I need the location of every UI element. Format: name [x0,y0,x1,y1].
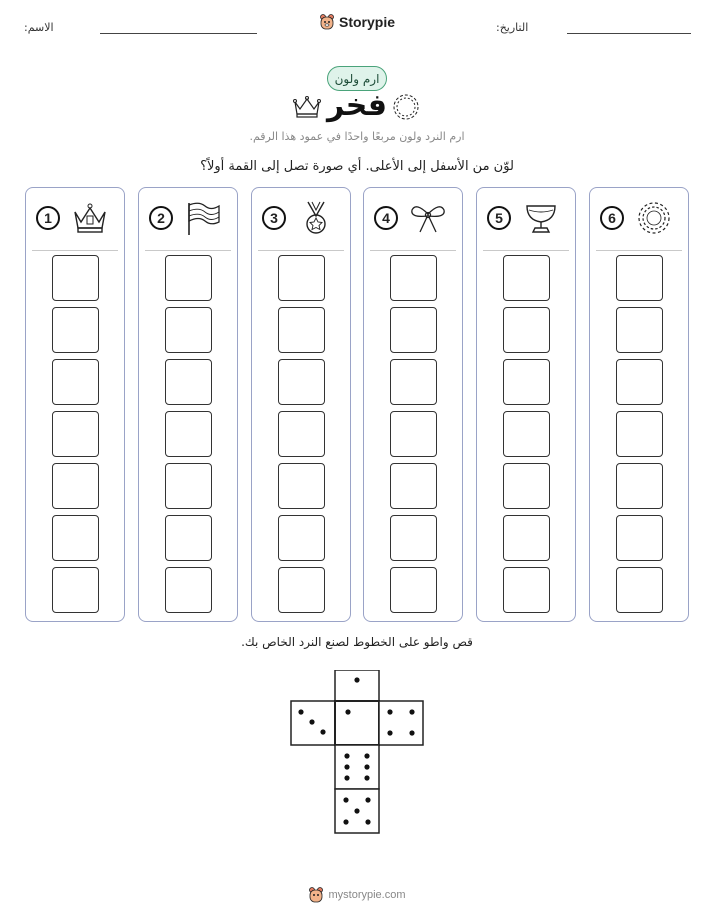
flag-icon [183,200,223,236]
column-2 [138,187,238,622]
column-divider [32,250,118,251]
column-divider [258,250,344,251]
color-square[interactable] [278,307,325,353]
activity-badge: ارم ولون [327,66,387,91]
column-3 [251,187,351,622]
column-divider [596,250,682,251]
color-square[interactable] [52,411,99,457]
wreath-icon [634,200,674,236]
column-4 [363,187,463,622]
color-square[interactable] [390,307,437,353]
column-1 [25,187,125,622]
bow-icon [408,200,448,236]
color-square[interactable] [165,463,212,509]
brand-logo [0,13,714,31]
dice-instruction: قص واطو على الخطوط لصنع النرد الخاص بك. [241,635,473,649]
color-square[interactable] [390,255,437,301]
title-wreath-icon [392,93,420,121]
storypie-mascot-icon [319,13,335,31]
column-divider [483,250,569,251]
dice-net [290,670,426,835]
date-line[interactable] [567,33,691,34]
color-square[interactable] [616,515,663,561]
color-square[interactable] [616,359,663,405]
color-square[interactable] [503,463,550,509]
color-square[interactable] [503,255,550,301]
dice-face-4-right [379,701,423,745]
column-divider [145,250,231,251]
worksheet-title: فخر [327,88,387,123]
color-square[interactable] [52,515,99,561]
color-square[interactable] [390,463,437,509]
color-square[interactable] [503,307,550,353]
column-6 [589,187,689,622]
color-square[interactable] [503,515,550,561]
column-header [590,188,688,250]
color-square[interactable] [390,567,437,613]
color-square[interactable] [52,307,99,353]
color-square[interactable] [390,411,437,457]
color-square[interactable] [165,307,212,353]
column-number: 1 [36,206,60,230]
column-header [252,188,350,250]
color-square[interactable] [278,411,325,457]
color-square[interactable] [278,567,325,613]
trophy-cup-icon [521,200,561,236]
color-square[interactable] [390,359,437,405]
footer-mascot-icon [308,886,324,904]
color-square[interactable] [616,567,663,613]
column-header [26,188,124,250]
color-square[interactable] [165,255,212,301]
dice-face-6 [335,745,379,789]
color-square[interactable] [278,463,325,509]
color-square[interactable] [52,463,99,509]
crown-icon [70,200,110,236]
column-header [139,188,237,250]
color-square[interactable] [616,411,663,457]
medal-icon [296,200,336,236]
color-square[interactable] [390,515,437,561]
name-label: الاسم: [24,21,54,34]
color-square[interactable] [616,255,663,301]
color-square[interactable] [278,255,325,301]
question-text: لوّن من الأسفل إلى الأعلى. أي صورة تصل إلى القمة أولاً؟ [200,159,514,174]
color-square[interactable] [616,307,663,353]
color-square[interactable] [165,411,212,457]
color-square[interactable] [503,359,550,405]
dice-face-2-center [335,701,379,745]
date-label: التاريخ: [496,21,529,34]
color-square[interactable] [165,515,212,561]
column-header [477,188,575,250]
color-square[interactable] [165,359,212,405]
name-line[interactable] [100,33,257,34]
footer [0,886,714,904]
color-square[interactable] [503,411,550,457]
column-number: 2 [149,206,173,230]
color-square[interactable] [503,567,550,613]
instructions-subtitle: ارم النرد ولون مربعًا واحدًا في عمود هذا الرقم. [249,130,465,143]
brand-name: Storypie [338,14,395,30]
column-number: 4 [374,206,398,230]
color-square[interactable] [278,359,325,405]
color-square[interactable] [52,359,99,405]
column-divider [370,250,456,251]
color-square[interactable] [52,255,99,301]
footer-url[interactable]: mystorypie.com [328,889,406,901]
column-header [364,188,462,250]
column-number: 6 [600,206,624,230]
color-square[interactable] [616,463,663,509]
column-number: 3 [262,206,286,230]
column-number: 5 [487,206,511,230]
color-square[interactable] [165,567,212,613]
color-square[interactable] [52,567,99,613]
column-5 [476,187,576,622]
color-square[interactable] [278,515,325,561]
